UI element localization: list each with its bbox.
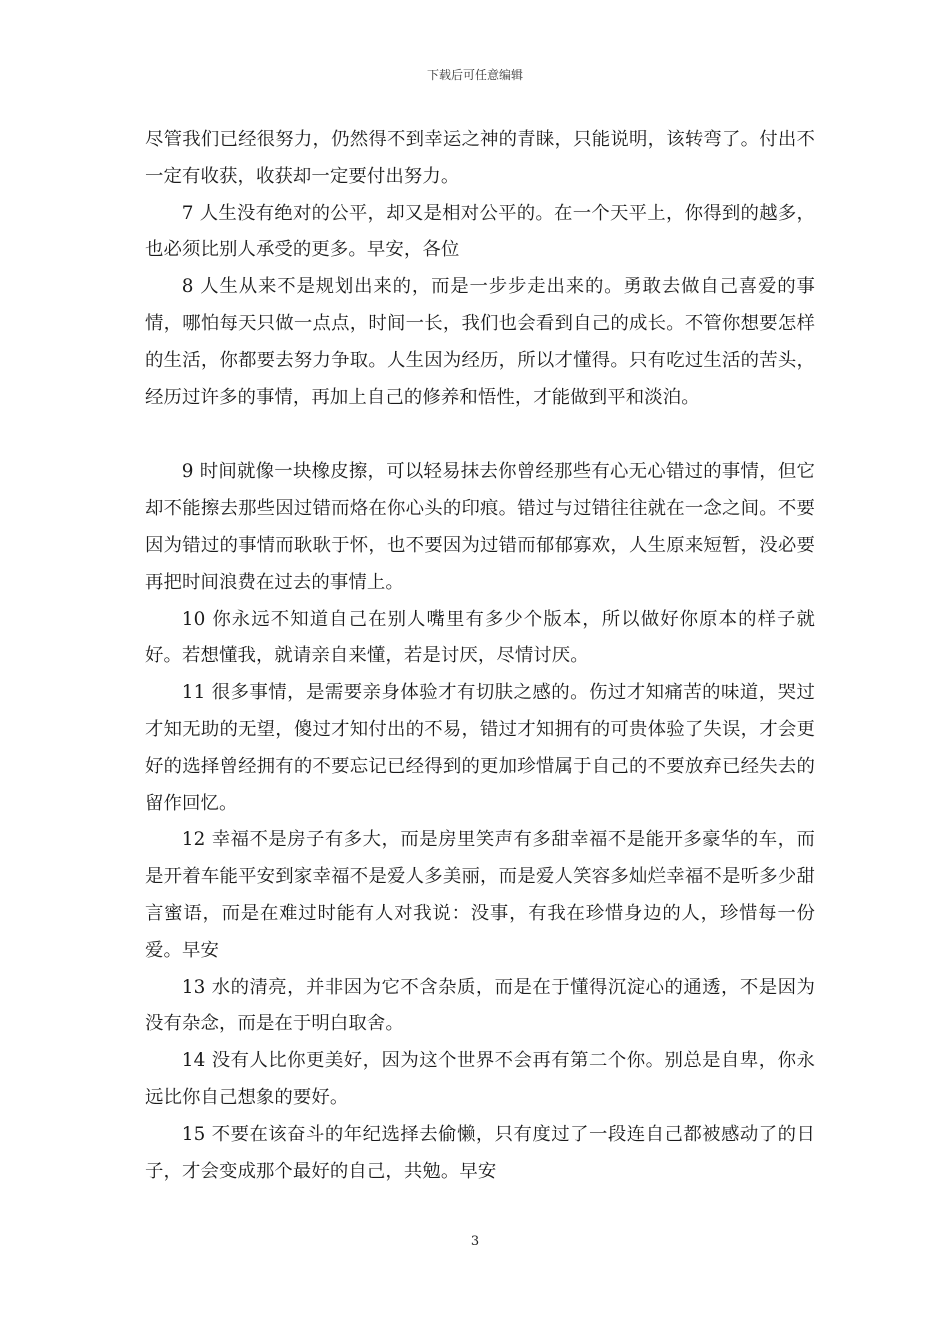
paragraph-14: 14 没有人比你更美好，因为这个世界不会再有第二个你。别总是自卑，你永远比你自己想象的要好。	[145, 1050, 815, 1108]
paragraph-12: 12 幸福不是房子有多大，而是房里笑声有多甜幸福不是能开多豪华的车，而是开着车能平安到家幸福不是爱人多美丽，而是爱人笑容多灿烂幸福不是听多少甜言蜜语，而是在难过时能有人对我说：没事，有我在珍惜身边的人，珍惜每一份爱。早安	[145, 829, 815, 961]
paragraph-10: 10 你永远不知道自己在别人嘴里有多少个版本，所以做好你原本的样子就好。若想懂我，就请亲自来懂，若是讨厌，尽情讨厌。	[145, 608, 815, 667]
paragraph-7: 7 人生没有绝对的公平，却又是相对公平的。在一个天平上，你得到的越多，也必须比别人承受的更多。早安，各位	[145, 202, 815, 261]
paragraph-11: 11 很多事情，是需要亲身体验才有切肤之感的。伤过才知痛苦的味道，哭过才知无助的无望，傻过才知付出的不易，错过才知拥有的可贵体验了失误，才会更好的选择曾经拥有的不要忘记已经得到的更加珍惜属于自己的不要放弃已经失去的留作回忆。	[145, 682, 815, 814]
paragraph-continued: 尽管我们已经很努力，仍然得不到幸运之神的青睐，只能说明，该转弯了。付出不一定有收获，收获却一定要付出努力。	[145, 129, 815, 187]
paragraph-8: 8 人生从来不是规划出来的，而是一步步走出来的。勇敢去做自己喜爱的事情，哪怕每天只做一点点，时间一长，我们也会看到自己的成长。不管你想要怎样的生活，你都要去努力争取。人生因为经历，所以才懂得。只有吃过生活的苦头，经历过许多的事情，再加上自己的修养和悟性，才能做到平和淡泊。	[145, 276, 815, 408]
paragraph-13: 13 水的清亮，并非因为它不含杂质，而是在于懂得沉淀心的通透，不是因为没有杂念，而是在于明白取舍。	[145, 976, 815, 1035]
page-number: 3	[470, 1234, 480, 1249]
page-header: 下载后可任意编辑	[426, 68, 523, 82]
document-body	[145, 122, 815, 1190]
paragraph-15: 15 不要在该奋斗的年纪选择去偷懒，只有度过了一段连自己都被感动了的日子，才会变成那个最好的自己，共勉。早安	[145, 1123, 815, 1182]
paragraph-9: 9 时间就像一块橡皮擦，可以轻易抹去你曾经那些有心无心错过的事情，但它却不能擦去那些因过错而烙在你心头的印痕。错过与过错往往就在一念之间。不要因为错过的事情而耿耿于怀，也不要因为过错而郁郁寡欢，人生原来短暂，没必要再把时间浪费在过去的事情上。	[145, 461, 815, 593]
